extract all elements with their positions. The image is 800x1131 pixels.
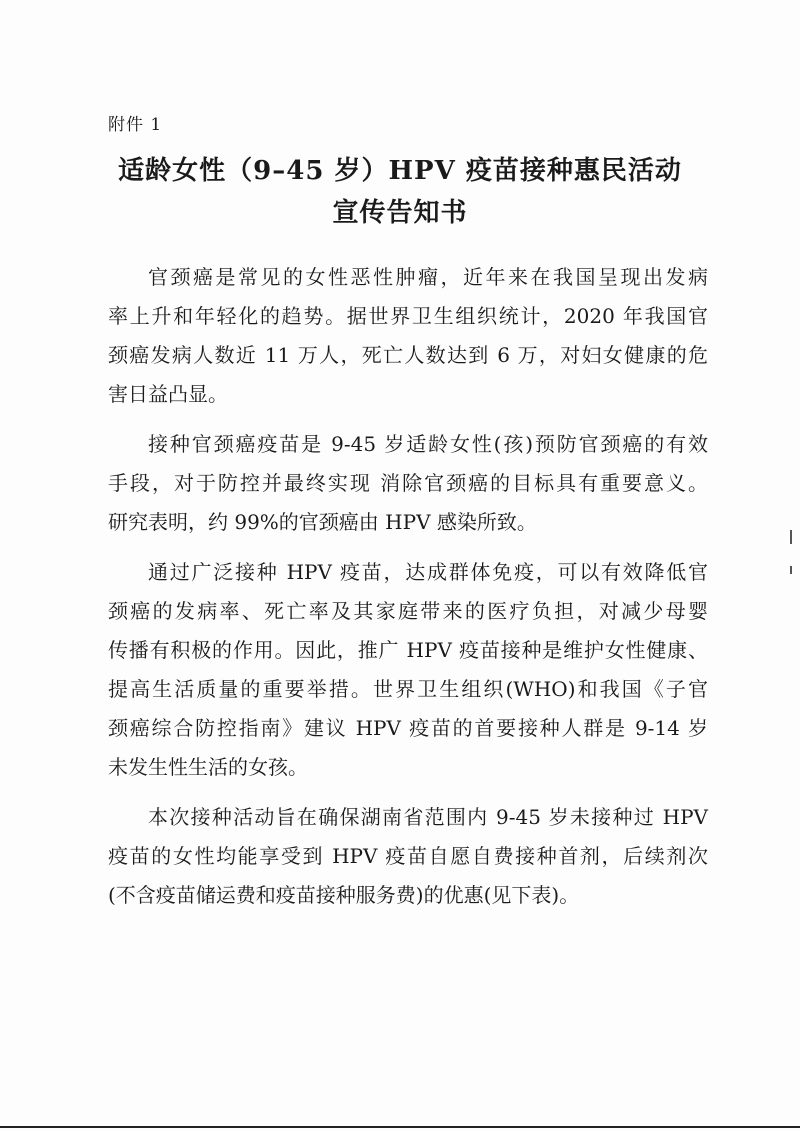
document-title: 适龄女性（9–45 岁）HPV 疫苗接种惠民活动 [118,156,682,186]
text-line: 传播有积极的作用。因此，推广 HPV 疫苗接种是维护女性健康、 [108,638,708,662]
text-line: 本次接种活动旨在确保湖南省范围内 9-45 岁未接种过 HPV [148,805,708,829]
document-subtitle: 宣传告知书 [332,198,468,228]
text-line: 提高生活质量的重要举措。世界卫生组织(WHO)和我国《子官 [108,677,708,701]
text-line: 疫苗的女性均能享受到 HPV 疫苗自愿自费接种首剂，后续剂次 [108,844,708,868]
scan-bottom-edge [0,1126,800,1128]
text-line: (不含疫苗储运费和疫苗接种服务费)的优惠(见下表)。 [108,883,580,907]
text-line: 接种官颈癌疫苗是 9-45 岁适龄女性(孩)预防官颈癌的有效 [148,432,708,456]
body-text [108,258,708,926]
text-line: 颈癌发病人数近 11 万人，死亡人数达到 6 万，对妇女健康的危 [108,343,708,367]
text-line: 研究表明，约 99%的官颈癌由 HPV 感染所致。 [108,510,537,534]
text-line: 手段，对于防控并最终实现 消除官颈癌的目标具有重要意义。 [108,471,708,495]
text-line: 通过广泛接种 HPV 疫苗，达成群体免疫，可以有效降低官 [148,560,708,584]
attachment-label: 附件 1 [108,115,163,135]
scan-margin-mark [790,566,792,574]
text-line: 颈癌的发病率、死亡率及其家庭带来的医疗负担，对减少母婴 [108,599,708,623]
text-line: 颈癌综合防控指南》建议 HPV 疫苗的首要接种人群是 9-14 岁 [108,716,708,740]
paragraph-2 [108,425,708,542]
paragraph-3 [108,553,708,787]
text-line: 率上升和年轻化的趋势。据世界卫生组织统计，2020 年我国官 [108,304,708,328]
text-line: 害日益凸显。 [108,382,228,406]
paragraph-4 [108,798,708,915]
text-line: 未发生性生活的女孩。 [108,755,308,779]
paragraph-1 [108,258,708,414]
scan-margin-mark [790,530,792,544]
text-line: 官颈癌是常见的女性恶性肿瘤，近年来在我国呈现出发病 [148,265,708,289]
